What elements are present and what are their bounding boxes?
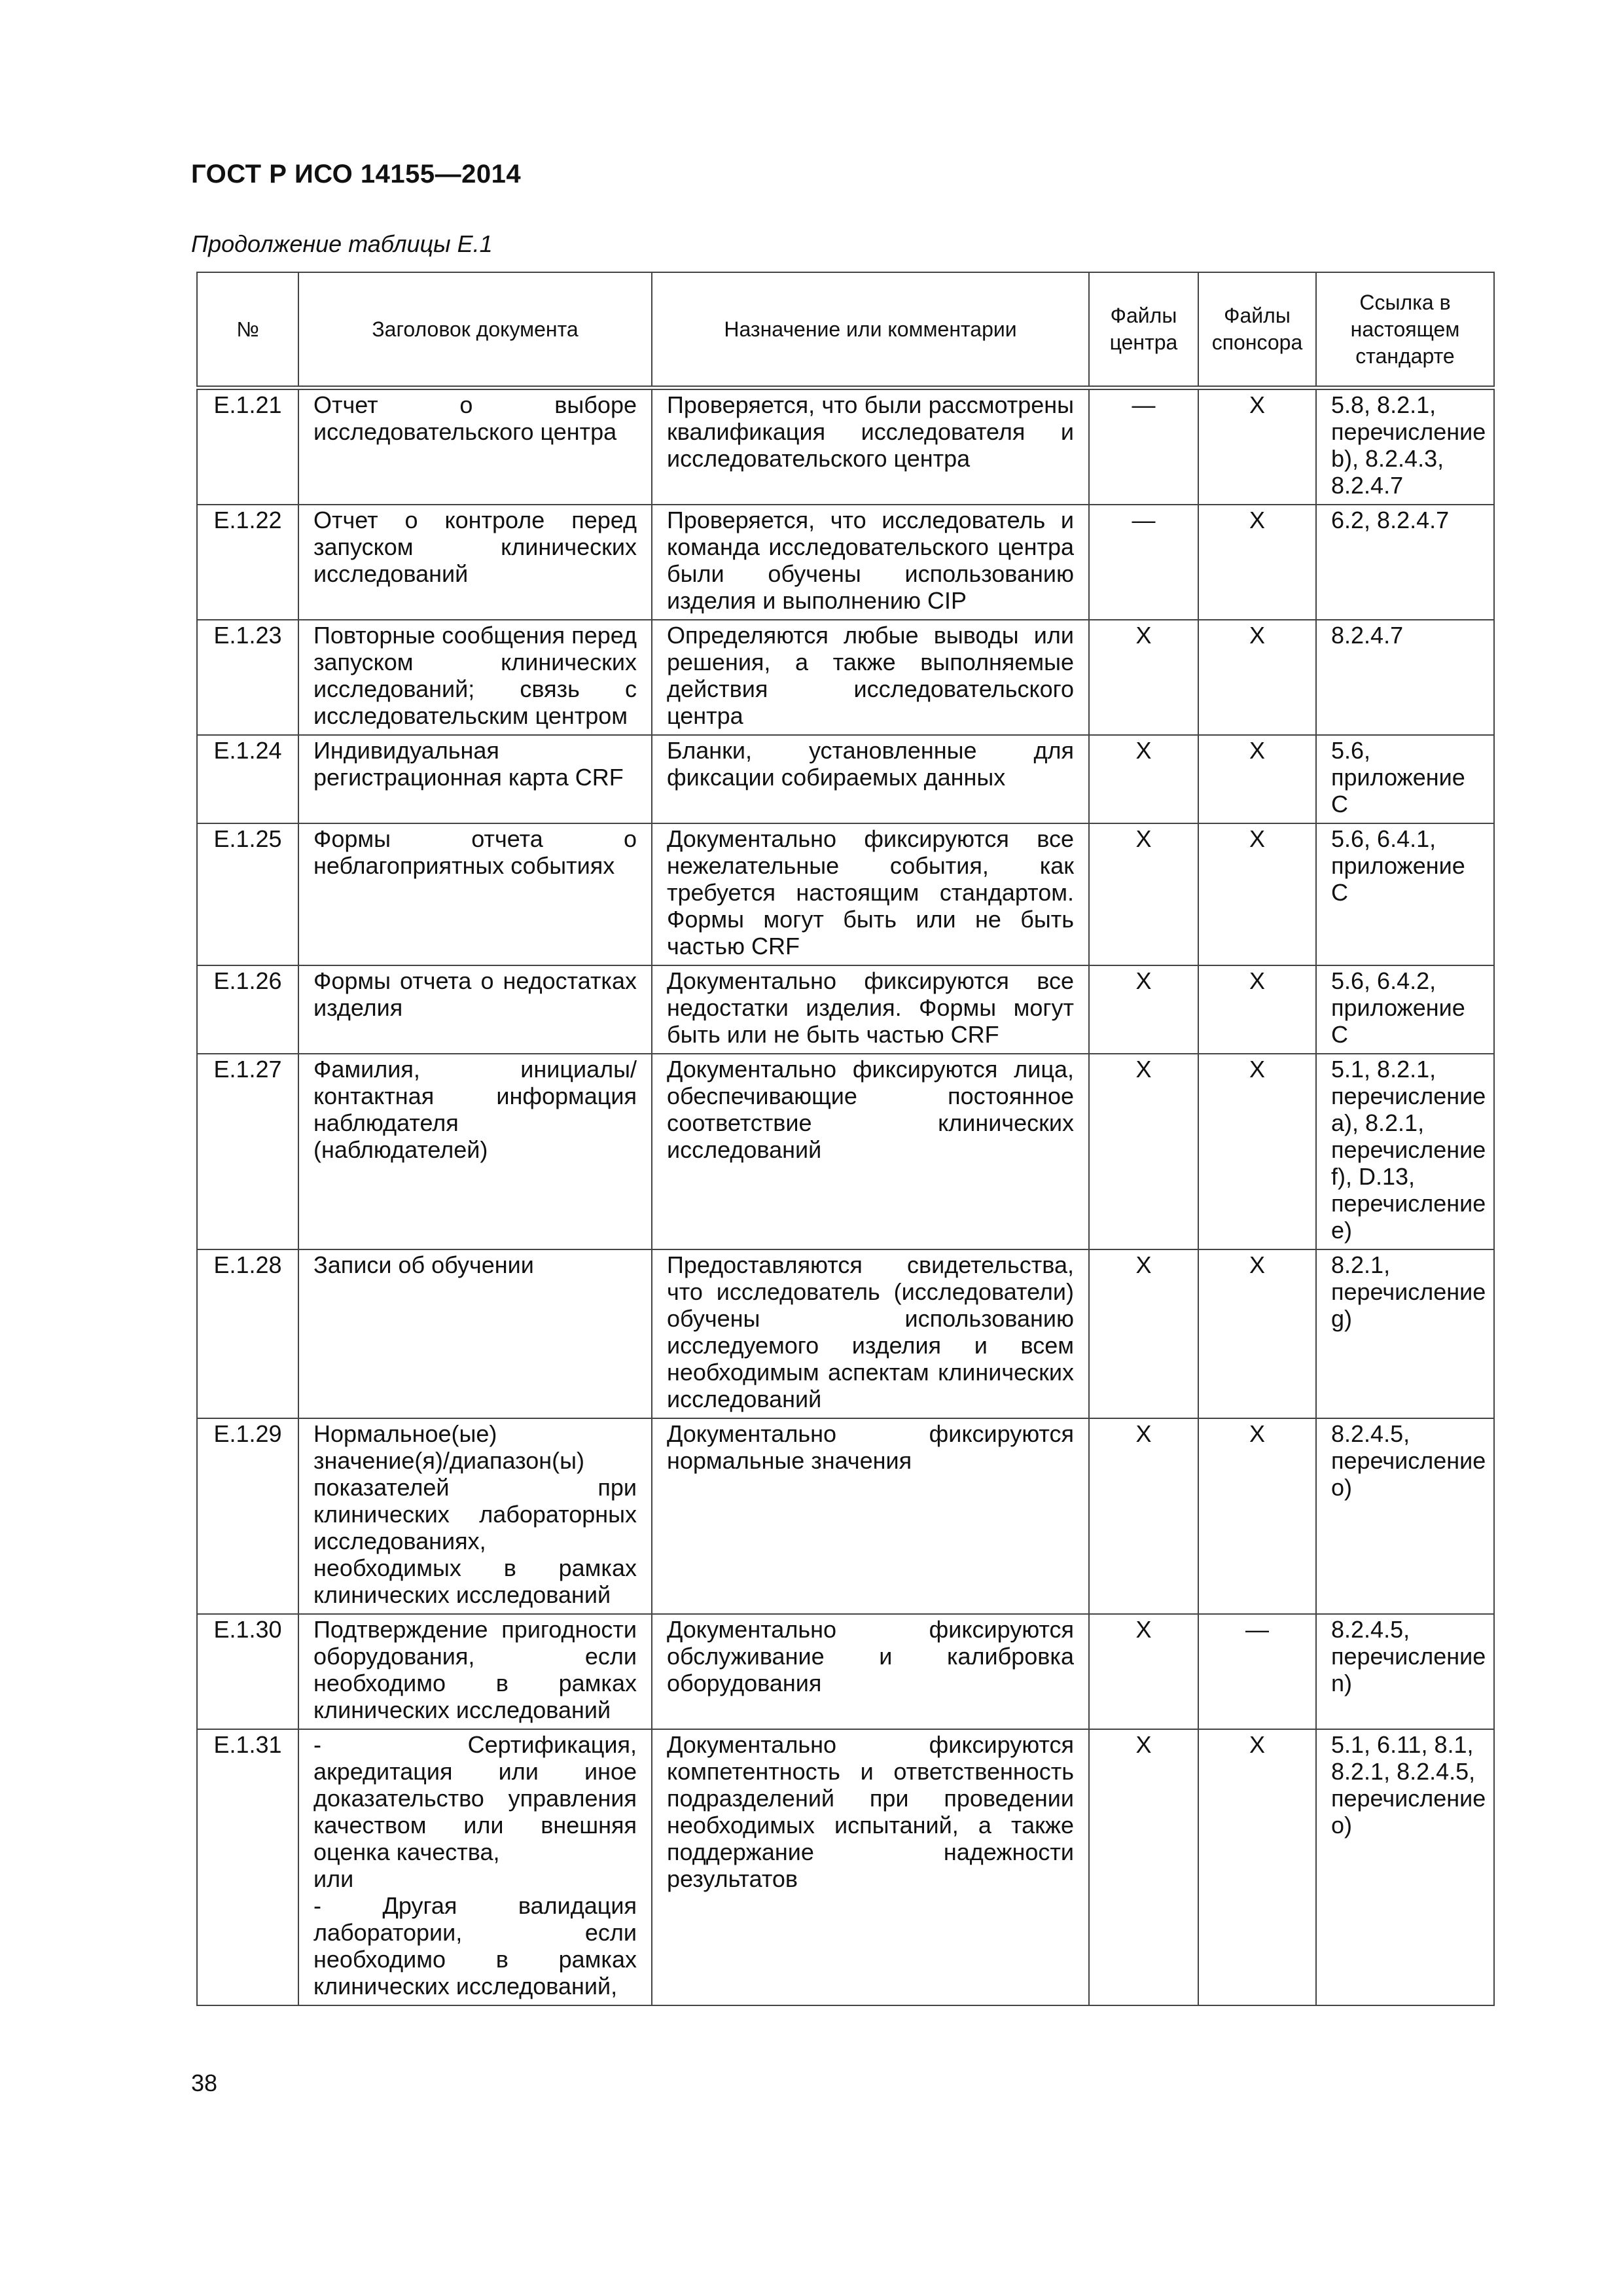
- cell-number: Е.1.29: [197, 1418, 298, 1614]
- cell-purpose: Документально фиксируются все нежелательные события, как требуется настоящим стандартом. Формы могут быть или не быть частью CRF: [652, 823, 1089, 965]
- table-body: [197, 388, 1494, 2006]
- cell-purpose: Бланки, установленные для фиксации собираемых данных: [652, 735, 1089, 823]
- cell-sponsor-files: Х: [1198, 965, 1316, 1054]
- column-header-center-files: Файлы центра: [1089, 272, 1198, 388]
- table-row: [197, 823, 1494, 965]
- cell-purpose: Проверяется, что были рассмотрены квалификация исследователя и исследовательского центра: [652, 388, 1089, 505]
- cell-purpose: Документально фиксируются лица, обеспечивающие постоянное соответствие клинических исследований: [652, 1054, 1089, 1249]
- cell-title: Фамилия, инициалы/контактная информация наблюдателя (наблюдателей): [298, 1054, 652, 1249]
- cell-title: Формы отчета о неблагоприятных событиях: [298, 823, 652, 965]
- table-header-row: [197, 272, 1494, 388]
- cell-purpose: Определяются любые выводы или решения, а также выполняемые действия исследовательского центра: [652, 620, 1089, 735]
- cell-number: Е.1.25: [197, 823, 298, 965]
- cell-title: Формы отчета о недостатках изделия: [298, 965, 652, 1054]
- cell-center-files: Х: [1089, 1614, 1198, 1729]
- cell-reference: 6.2, 8.2.4.7: [1316, 505, 1494, 620]
- column-header-reference: Ссылка в настоящем стандарте: [1316, 272, 1494, 388]
- cell-center-files: Х: [1089, 1054, 1198, 1249]
- cell-sponsor-files: Х: [1198, 735, 1316, 823]
- table-row: [197, 1249, 1494, 1418]
- column-header-number: №: [197, 272, 298, 388]
- cell-title: Записи об обучении: [298, 1249, 652, 1418]
- page-number: 38: [191, 2070, 218, 2096]
- cell-purpose: Документально фиксируются все недостатки изделия. Формы могут быть или не быть частью CRF: [652, 965, 1089, 1054]
- table-row: [197, 1054, 1494, 1249]
- cell-reference: 8.2.4.7: [1316, 620, 1494, 735]
- column-header-purpose: Назначение или комментарии: [652, 272, 1089, 388]
- table-row: [197, 1729, 1494, 2005]
- cell-sponsor-files: Х: [1198, 620, 1316, 735]
- cell-sponsor-files: Х: [1198, 1249, 1316, 1418]
- cell-sponsor-files: Х: [1198, 505, 1316, 620]
- cell-sponsor-files: —: [1198, 1614, 1316, 1729]
- cell-center-files: Х: [1089, 735, 1198, 823]
- cell-sponsor-files: Х: [1198, 1418, 1316, 1614]
- cell-purpose: Документально фиксируются обслуживание и калибровка оборудования: [652, 1614, 1089, 1729]
- cell-sponsor-files: Х: [1198, 823, 1316, 965]
- cell-title: Индивидуальная регистрационная карта CRF: [298, 735, 652, 823]
- table-row: [197, 1614, 1494, 1729]
- cell-reference: 8.2.1, перечисление g): [1316, 1249, 1494, 1418]
- document-header: ГОСТ Р ИСО 14155—2014: [191, 160, 522, 188]
- column-header-sponsor-files: Файлы спонсора: [1198, 272, 1316, 388]
- cell-sponsor-files: Х: [1198, 388, 1316, 505]
- cell-center-files: —: [1089, 505, 1198, 620]
- cell-center-files: Х: [1089, 965, 1198, 1054]
- cell-center-files: Х: [1089, 1249, 1198, 1418]
- cell-center-files: —: [1089, 388, 1198, 505]
- cell-number: Е.1.22: [197, 505, 298, 620]
- cell-center-files: Х: [1089, 1729, 1198, 2005]
- cell-title: Отчет о контроле перед запуском клинических исследований: [298, 505, 652, 620]
- cell-number: Е.1.23: [197, 620, 298, 735]
- table-row: [197, 620, 1494, 735]
- cell-title: Повторные сообщения перед запуском клинических исследований; связь с исследовательским центром: [298, 620, 652, 735]
- cell-reference: 5.6, приложение С: [1316, 735, 1494, 823]
- cell-center-files: Х: [1089, 620, 1198, 735]
- cell-purpose: Документально фиксируются компетентность и ответственность подразделений при проведении необходимых испытаний, а также поддержание надежности результатов: [652, 1729, 1089, 2005]
- cell-purpose: Предоставляются свидетельства, что исследователь (исследователи) обучены использованию исследуемого изделия и всем необходимым аспектам клинических исследований: [652, 1249, 1089, 1418]
- cell-number: Е.1.26: [197, 965, 298, 1054]
- cell-center-files: Х: [1089, 823, 1198, 965]
- cell-title: - Сертификация, акредитация или иное доказательство управления качеством или внешняя оценка качества, или - Другая валидация лаборатории, если необходимо в рамках клинических исследований,: [298, 1729, 652, 2005]
- cell-title: Подтверждение пригодности оборудования, если необходимо в рамках клинических исследований: [298, 1614, 652, 1729]
- documents-table: [196, 272, 1493, 2006]
- table-row: [197, 965, 1494, 1054]
- cell-reference: 8.2.4.5, перечисление n): [1316, 1614, 1494, 1729]
- cell-sponsor-files: Х: [1198, 1054, 1316, 1249]
- table-row: [197, 735, 1494, 823]
- cell-reference: 5.6, 6.4.1, приложение С: [1316, 823, 1494, 965]
- cell-purpose: Проверяется, что исследователь и команда исследовательского центра были обучены использованию изделия и выполнению CIP: [652, 505, 1089, 620]
- cell-number: Е.1.24: [197, 735, 298, 823]
- cell-purpose: Документально фиксируются нормальные значения: [652, 1418, 1089, 1614]
- cell-reference: 5.6, 6.4.2, приложение С: [1316, 965, 1494, 1054]
- cell-center-files: Х: [1089, 1418, 1198, 1614]
- table-row: [197, 388, 1494, 505]
- cell-reference: 5.1, 8.2.1, перечисление а), 8.2.1, перечисление f), D.13, перечисление е): [1316, 1054, 1494, 1249]
- cell-number: Е.1.27: [197, 1054, 298, 1249]
- table-row: [197, 505, 1494, 620]
- cell-number: Е.1.28: [197, 1249, 298, 1418]
- cell-title: Нормальное(ые) значение(я)/диапазон(ы) показателей при клинических лабораторных исследованиях, необходимых в рамках клинических исследований: [298, 1418, 652, 1614]
- table-row: [197, 1418, 1494, 1614]
- cell-number: Е.1.21: [197, 388, 298, 505]
- cell-title: Отчет о выборе исследовательского центра: [298, 388, 652, 505]
- cell-number: Е.1.31: [197, 1729, 298, 2005]
- cell-reference: 5.8, 8.2.1, перечисление b), 8.2.4.3, 8.2.4.7: [1316, 388, 1494, 505]
- cell-reference: 8.2.4.5, перечисление о): [1316, 1418, 1494, 1614]
- table-caption: Продолжение таблицы Е.1: [191, 230, 493, 257]
- cell-number: Е.1.30: [197, 1614, 298, 1729]
- cell-reference: 5.1, 6.11, 8.1, 8.2.1, 8.2.4.5, перечисление о): [1316, 1729, 1494, 2005]
- cell-sponsor-files: Х: [1198, 1729, 1316, 2005]
- column-header-title: Заголовок документа: [298, 272, 652, 388]
